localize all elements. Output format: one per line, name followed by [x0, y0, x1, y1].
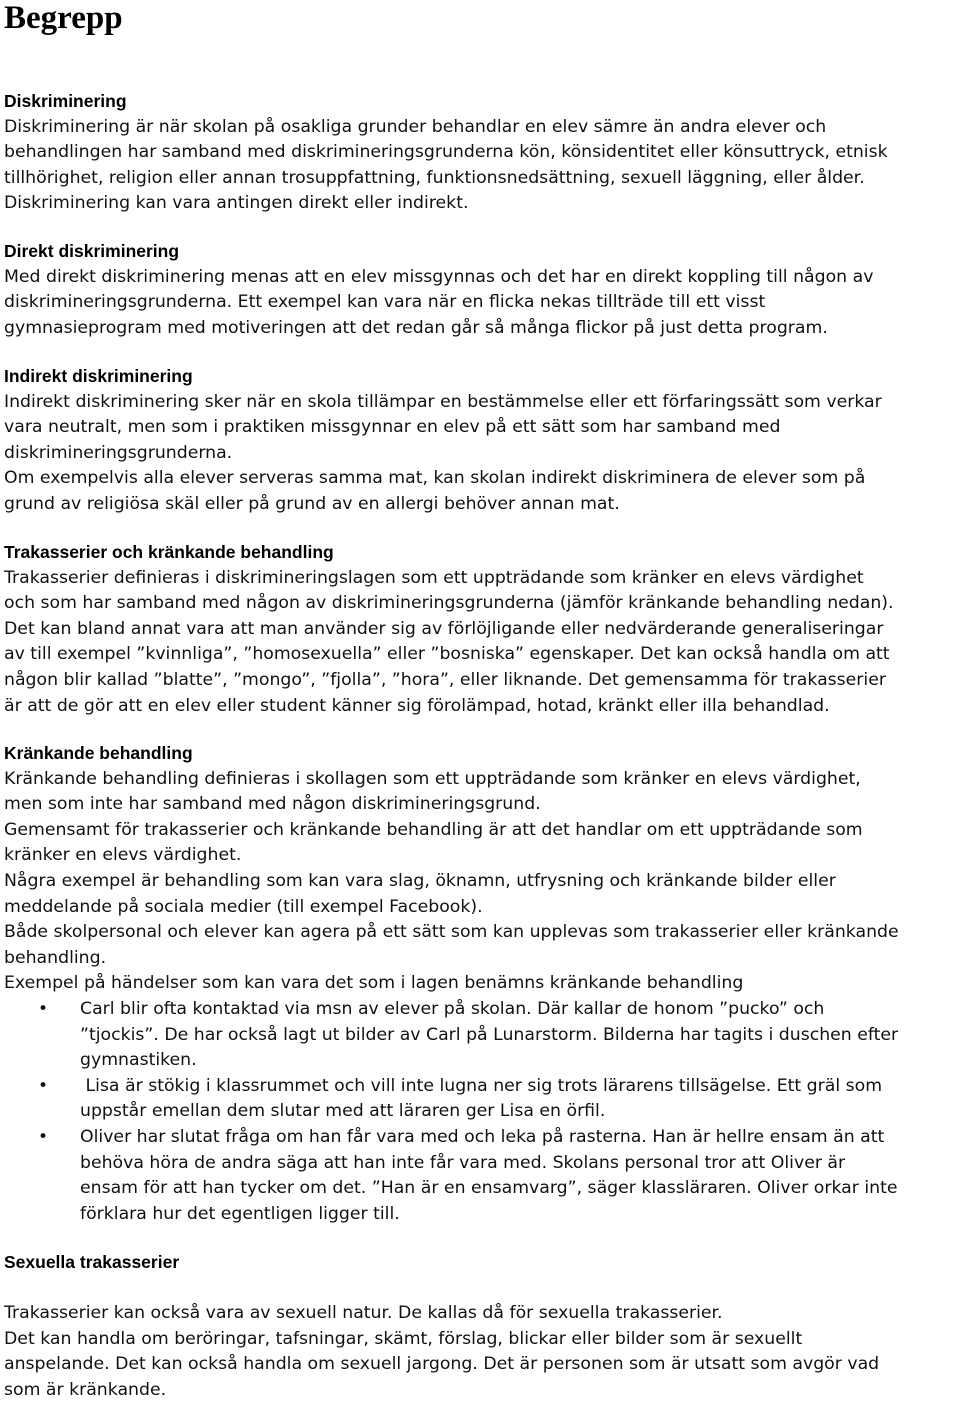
- page-title: Begrepp: [4, 0, 123, 36]
- paragraph-line: av till exempel ”kvinnliga”, ”homosexuella” eller ”bosniska” egenskaper. Det kan också handla om att: [4, 644, 890, 665]
- section-heading: Kränkande behandling: [4, 743, 193, 763]
- list-item: [4, 1125, 960, 1227]
- paragraph-line: någon blir kallad ”blatte”, ”mongo”, ”fjolla”, ”hora”, eller liknande. Det gemensamma för trakasserier: [4, 669, 886, 690]
- paragraph-line: Exempel på händelser som kan vara det som i lagen benämns kränkande behandling: [4, 973, 744, 994]
- bullet-icon: •: [38, 1075, 49, 1096]
- paragraph-line: Trakasserier definieras i diskrimineringslagen som ett uppträdande som kränker en elevs värdighet: [4, 567, 864, 588]
- list-item-line: gymnastiken.: [80, 1050, 197, 1071]
- paragraph-line: Kränkande behandling definieras i skollagen som ett uppträdande som kränker en elevs värdighet,: [4, 768, 861, 789]
- paragraph-line: Trakasserier kan också vara av sexuell natur. De kallas då för sexuella trakasserier.: [4, 1303, 723, 1323]
- section-heading: Indirekt diskriminering: [4, 366, 193, 386]
- paragraph-line: anspelande. Det kan också handla om sexuell jargong. Det är personen som är utsatt som avgör vad: [4, 1354, 880, 1375]
- paragraph-line: gymnasieprogram med motiveringen att det redan går så många flickor på just detta program.: [4, 317, 828, 338]
- paragraph-line: Diskriminering kan vara antingen direkt eller indirekt.: [4, 193, 469, 214]
- paragraph-line: meddelande på sociala medier (till exempel Facebook).: [4, 896, 483, 917]
- section-diskriminering: [4, 89, 960, 217]
- paragraph-line: Det kan handla om beröringar, tafsningar, skämt, förslag, blickar eller bilder som är sexuellt: [4, 1328, 803, 1349]
- bullet-icon: •: [38, 998, 49, 1019]
- paragraph-line: men som inte har samband med någon diskrimineringsgrund.: [4, 794, 541, 815]
- paragraph-line: behandling.: [4, 947, 107, 968]
- section-heading: Sexuella trakasserier: [4, 1252, 180, 1272]
- list-item-line: Lisa är stökig i klassrummet och vill inte lugna ner sig trots lärarens tillsägelse. Ett gräl som: [80, 1075, 883, 1096]
- list-item-line: ensam för att han tycker om det. ”Han är en ensamvarg”, säger klassläraren. Oliver orkar inte: [80, 1178, 898, 1199]
- list-item-line: uppstår emellan dem slutar med att läraren ger Lisa en örfil.: [80, 1101, 606, 1122]
- list-item: [4, 997, 960, 1074]
- paragraph-line: som är kränkande.: [4, 1379, 167, 1400]
- list-item-line: Carl blir ofta kontaktad via msn av elever på skolan. Där kallar de honom ”pucko” och: [80, 998, 825, 1019]
- list-item-line: behöva höra de andra säga att han inte får vara med. Skolans personal tror att Oliver är: [80, 1152, 846, 1173]
- paragraph-line: kränker en elevs värdighet.: [4, 845, 242, 866]
- section-heading: Trakasserier och kränkande behandling: [4, 542, 334, 562]
- paragraph-line: behandlingen har samband med diskrimineringsgrunderna kön, könsidentitet eller könsuttryck, etnisk: [4, 142, 888, 163]
- list-item-line: Oliver har slutat fråga om han får vara med och leka på rasterna. Han är hellre ensam än att: [80, 1126, 885, 1147]
- paragraph-line: Indirekt diskriminering sker när en skola tillämpar en bestämmelse eller ett förfaringssätt som verkar: [4, 391, 882, 412]
- section-indirekt-diskriminering: [4, 364, 960, 518]
- paragraph-line: Det kan bland annat vara att man använder sig av förlöjligande eller nedvärderande generaliseringar: [4, 618, 884, 639]
- section-heading: Diskriminering: [4, 91, 127, 111]
- section-krankande-behandling: [4, 741, 960, 1227]
- paragraph-line: och som har samband med någon av diskrimineringsgrunderna (jämför kränkande behandling nedan).: [4, 593, 894, 614]
- section-sexuella-trakasserier: [4, 1250, 960, 1276]
- list-item: [4, 1074, 960, 1125]
- paragraph-line: diskrimineringsgrunderna. Ett exempel kan vara när en flicka nekas tillträde till ett visst: [4, 292, 766, 313]
- list-item-line: förklara hur det egentligen ligger till.: [80, 1203, 400, 1224]
- paragraph-line: diskrimineringsgrunderna.: [4, 442, 233, 463]
- paragraph-line: Både skolpersonal och elever kan agera på ett sätt som kan upplevas som trakasserier eller kränkande: [4, 922, 899, 943]
- paragraph-line: Diskriminering är när skolan på osakliga grunder behandlar en elev sämre än andra elever och: [4, 116, 827, 137]
- paragraph-line: är att de gör att en elev eller student känner sig förolämpad, hotad, kränkt eller illa behandlad.: [4, 695, 830, 716]
- list-item-line: ”tjockis”. De har också lagt ut bilder av Carl på Lunarstorm. Bilderna har tagits i duschen efter: [80, 1024, 899, 1045]
- section-direkt-diskriminering: [4, 239, 960, 341]
- paragraph-line: Om exempelvis alla elever serveras samma mat, kan skolan indirekt diskriminera de elever som på: [4, 468, 866, 489]
- paragraph-line: Gemensamt för trakasserier och kränkande behandling är att det handlar om ett uppträdande som: [4, 819, 863, 840]
- example-list: [4, 997, 960, 1227]
- paragraph-line: vara neutralt, men som i praktiken missgynnar en elev på ett sätt som har samband med: [4, 417, 781, 438]
- paragraph-line: tillhörighet, religion eller annan trosuppfattning, funktionsnedsättning, sexuell läggning, eller ålder.: [4, 167, 865, 188]
- section-heading: Direkt diskriminering: [4, 241, 180, 261]
- paragraph-line: grund av religiösa skäl eller på grund av en allergi behöver annan mat.: [4, 493, 620, 514]
- section-sexuella-body: [4, 1301, 960, 1403]
- section-trakasserier: [4, 540, 960, 719]
- paragraph-line: Några exempel är behandling som kan vara slag, öknamn, utfrysning och kränkande bilder eller: [4, 870, 836, 891]
- paragraph-line: Med direkt diskriminering menas att en elev missgynnas och det har en direkt koppling till någon av: [4, 266, 874, 287]
- bullet-icon: •: [38, 1126, 49, 1147]
